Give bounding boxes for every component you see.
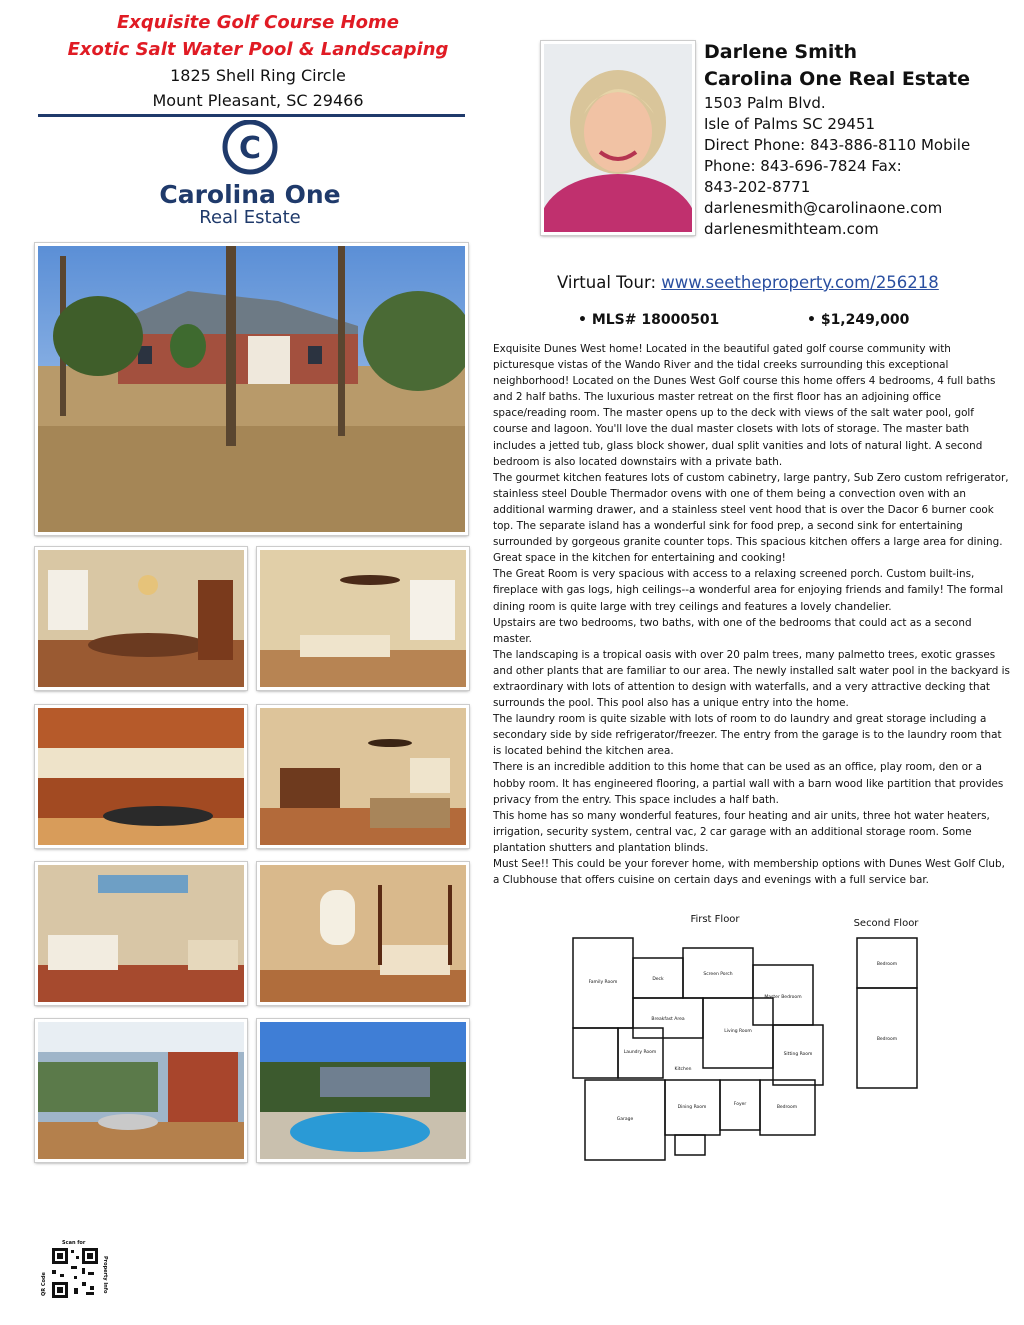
description-paragraph: Upstairs are two bedrooms, two baths, with one of the bedrooms that could act as a second master. — [493, 616, 972, 645]
svg-text:Carolina One: Carolina One — [159, 180, 341, 209]
agent-address-line2: Isle of Palms SC 29451 — [704, 115, 876, 133]
floorplan-room-label: Garage — [616, 1117, 634, 1122]
svg-text:Scan for: Scan for — [62, 1240, 86, 1246]
qr-code[interactable] — [38, 1238, 110, 1310]
mls-number: • MLS# 18000501 — [578, 312, 720, 328]
svg-text:C: C — [238, 131, 262, 166]
second-floor-label: Second Floor — [853, 918, 919, 929]
description-paragraph: This home has so many wonderful features, four heating and air units, three hot water heaters, irrigation, security system, central vac, 2 car garage with an additional storage room. Some plantation shutters and plantation blinds. — [493, 809, 990, 854]
svg-text:Real Estate: Real Estate — [199, 207, 301, 228]
floorplan-room-label: Bedroom — [876, 962, 898, 967]
floorplan-room-label: Kitchen — [674, 1067, 692, 1072]
description-paragraph: There is an incredible addition to this home that can be used as an office, play room, den or a hobby room. It has engineered flooring, a partial wall with a barn wood like partition that provides privacy from the entry. This space includes a half bath. — [493, 761, 1004, 806]
header-rule — [38, 114, 465, 117]
floorplan-room-label: Laundry Room — [623, 1050, 657, 1055]
floorplan-room-label: Sitting Room — [783, 1052, 813, 1057]
family-room-photo — [257, 705, 469, 848]
virtual-tour-link[interactable]: www.seetheproperty.com/256218 — [661, 273, 939, 292]
virtual-tour-label: Virtual Tour: — [557, 273, 657, 292]
agent-portrait — [541, 41, 695, 235]
description-paragraph: The landscaping is a tropical oasis with over 20 palm trees, many palmetto trees, exotic grasses and other plants that are familiar to our area. The newly installed salt water pool in the backyard is extraordinary with lots of attention to design with waterfalls, and a very attractive decking that surrounds the pool. This pool also has a unique entry into the home. — [493, 648, 1010, 710]
description-paragraph: The laundry room is quite sizable with lots of room to do laundry and great storage including a secondary side by side refrigerator/freezer. The entry from the garage is to the laundry room that is located behind the kitchen area. — [493, 713, 1002, 758]
description-paragraph: The gourmet kitchen features lots of custom cabinetry, large pantry, Sub Zero custom refrigerator, stainless steel Double Thermador ovens with one of them being a convection oven with an additional warming drawer, and a stainless steel vent hood that is over the Dacor 6 burner cook top. The separate island has a wonderful sink for food prep, a second sink for entertaining surrounded by gorgeous granite counter tops. This spacious kitchen offers a large area for dining. Great space in the kitchen for entertaining and cooking! — [493, 471, 1009, 565]
floorplan-room-label: Foyer — [733, 1102, 747, 1107]
street-address: 1825 Shell Ring Circle — [170, 66, 346, 85]
floorplan-room-label: Dining Room — [677, 1105, 707, 1110]
floorplan-room-label: Bedroom — [876, 1037, 898, 1042]
pool-photo — [257, 1019, 469, 1162]
main-exterior-photo — [35, 243, 468, 535]
floorplan-room-label: Screen Porch — [703, 972, 733, 977]
floor-plan — [565, 910, 1015, 1170]
agent-website[interactable]: darlenesmithteam.com — [704, 220, 879, 238]
first-floor-label: First Floor — [690, 914, 740, 925]
floorplan-room-label: Living Room — [724, 1029, 752, 1034]
screened-porch-photo — [35, 1019, 247, 1162]
price: • $1,249,000 — [807, 312, 910, 328]
agent-phone: Phone: 843-696-7824 Fax: — [704, 157, 902, 175]
agent-direct-phone: Direct Phone: 843-886-8110 Mobile — [704, 136, 971, 154]
property-description — [493, 341, 1011, 888]
great-room-photo — [257, 547, 469, 690]
carolina-one-logo — [150, 120, 350, 230]
description-paragraph: The Great Room is very spacious with access to a relaxing screened porch. Custom built-ins, fireplace with gas logs, high ceilings--a wonderful area for enjoying friends and family! The formal dining room is quite large with trey ceilings and features a lovely chandelier. — [493, 568, 1004, 613]
city-address: Mount Pleasant, SC 29466 — [152, 91, 364, 110]
master-bedroom-photo — [35, 862, 247, 1005]
bedroom-photo — [257, 862, 469, 1005]
agent-name: Darlene Smith — [704, 41, 857, 63]
agent-company: Carolina One Real Estate — [704, 68, 970, 90]
agent-email[interactable]: darlenesmith@carolinaone.com — [704, 199, 943, 217]
description-paragraph: Must See!! This could be your forever home, with membership options with Dunes West Golf Club, a Clubhouse that offers cuisine on certain days and evenings with a full service bar. — [493, 858, 1005, 887]
floorplan-room-label: Deck — [652, 977, 664, 982]
agent-address-line1: 1503 Palm Blvd. — [704, 94, 826, 112]
floorplan-room-label: Bedroom — [776, 1105, 798, 1110]
svg-text:Property Info: Property Info — [102, 1256, 108, 1294]
virtual-tour — [557, 273, 939, 292]
svg-text:QR Code: QR Code — [41, 1272, 47, 1296]
floorplan-room-label: Family Room — [588, 980, 618, 985]
agent-fax: 843-202-8771 — [704, 178, 811, 196]
dining-room-photo — [35, 547, 247, 690]
kitchen-photo — [35, 705, 247, 848]
description-paragraph: Exquisite Dunes West home! Located in the beautiful gated golf course community with picturesque vistas of the Wando River and the tidal creeks surrounding this exceptional neighborhood! Located on the Dunes West Golf course this home offers 4 bedrooms, 4 full baths and 2 half baths. The luxurious master retreat on the first floor has an adjoining office space/reading room. The master opens up to the deck with views of the salt water pool, golf course and lagoon. You'll love the dual master closets with lots of storage. The master bath includes a jetted tub, glass block shower, dual split vanities and lots of natural light. A second bedroom is also located downstairs with a private bath. — [493, 343, 996, 468]
headline-1: Exquisite Golf Course Home — [117, 12, 399, 33]
floorplan-room-label: Breakfast Area — [651, 1017, 685, 1022]
headline-2: Exotic Salt Water Pool & Landscaping — [67, 39, 449, 60]
floorplan-room-label: Master Bedroom — [764, 995, 802, 1000]
